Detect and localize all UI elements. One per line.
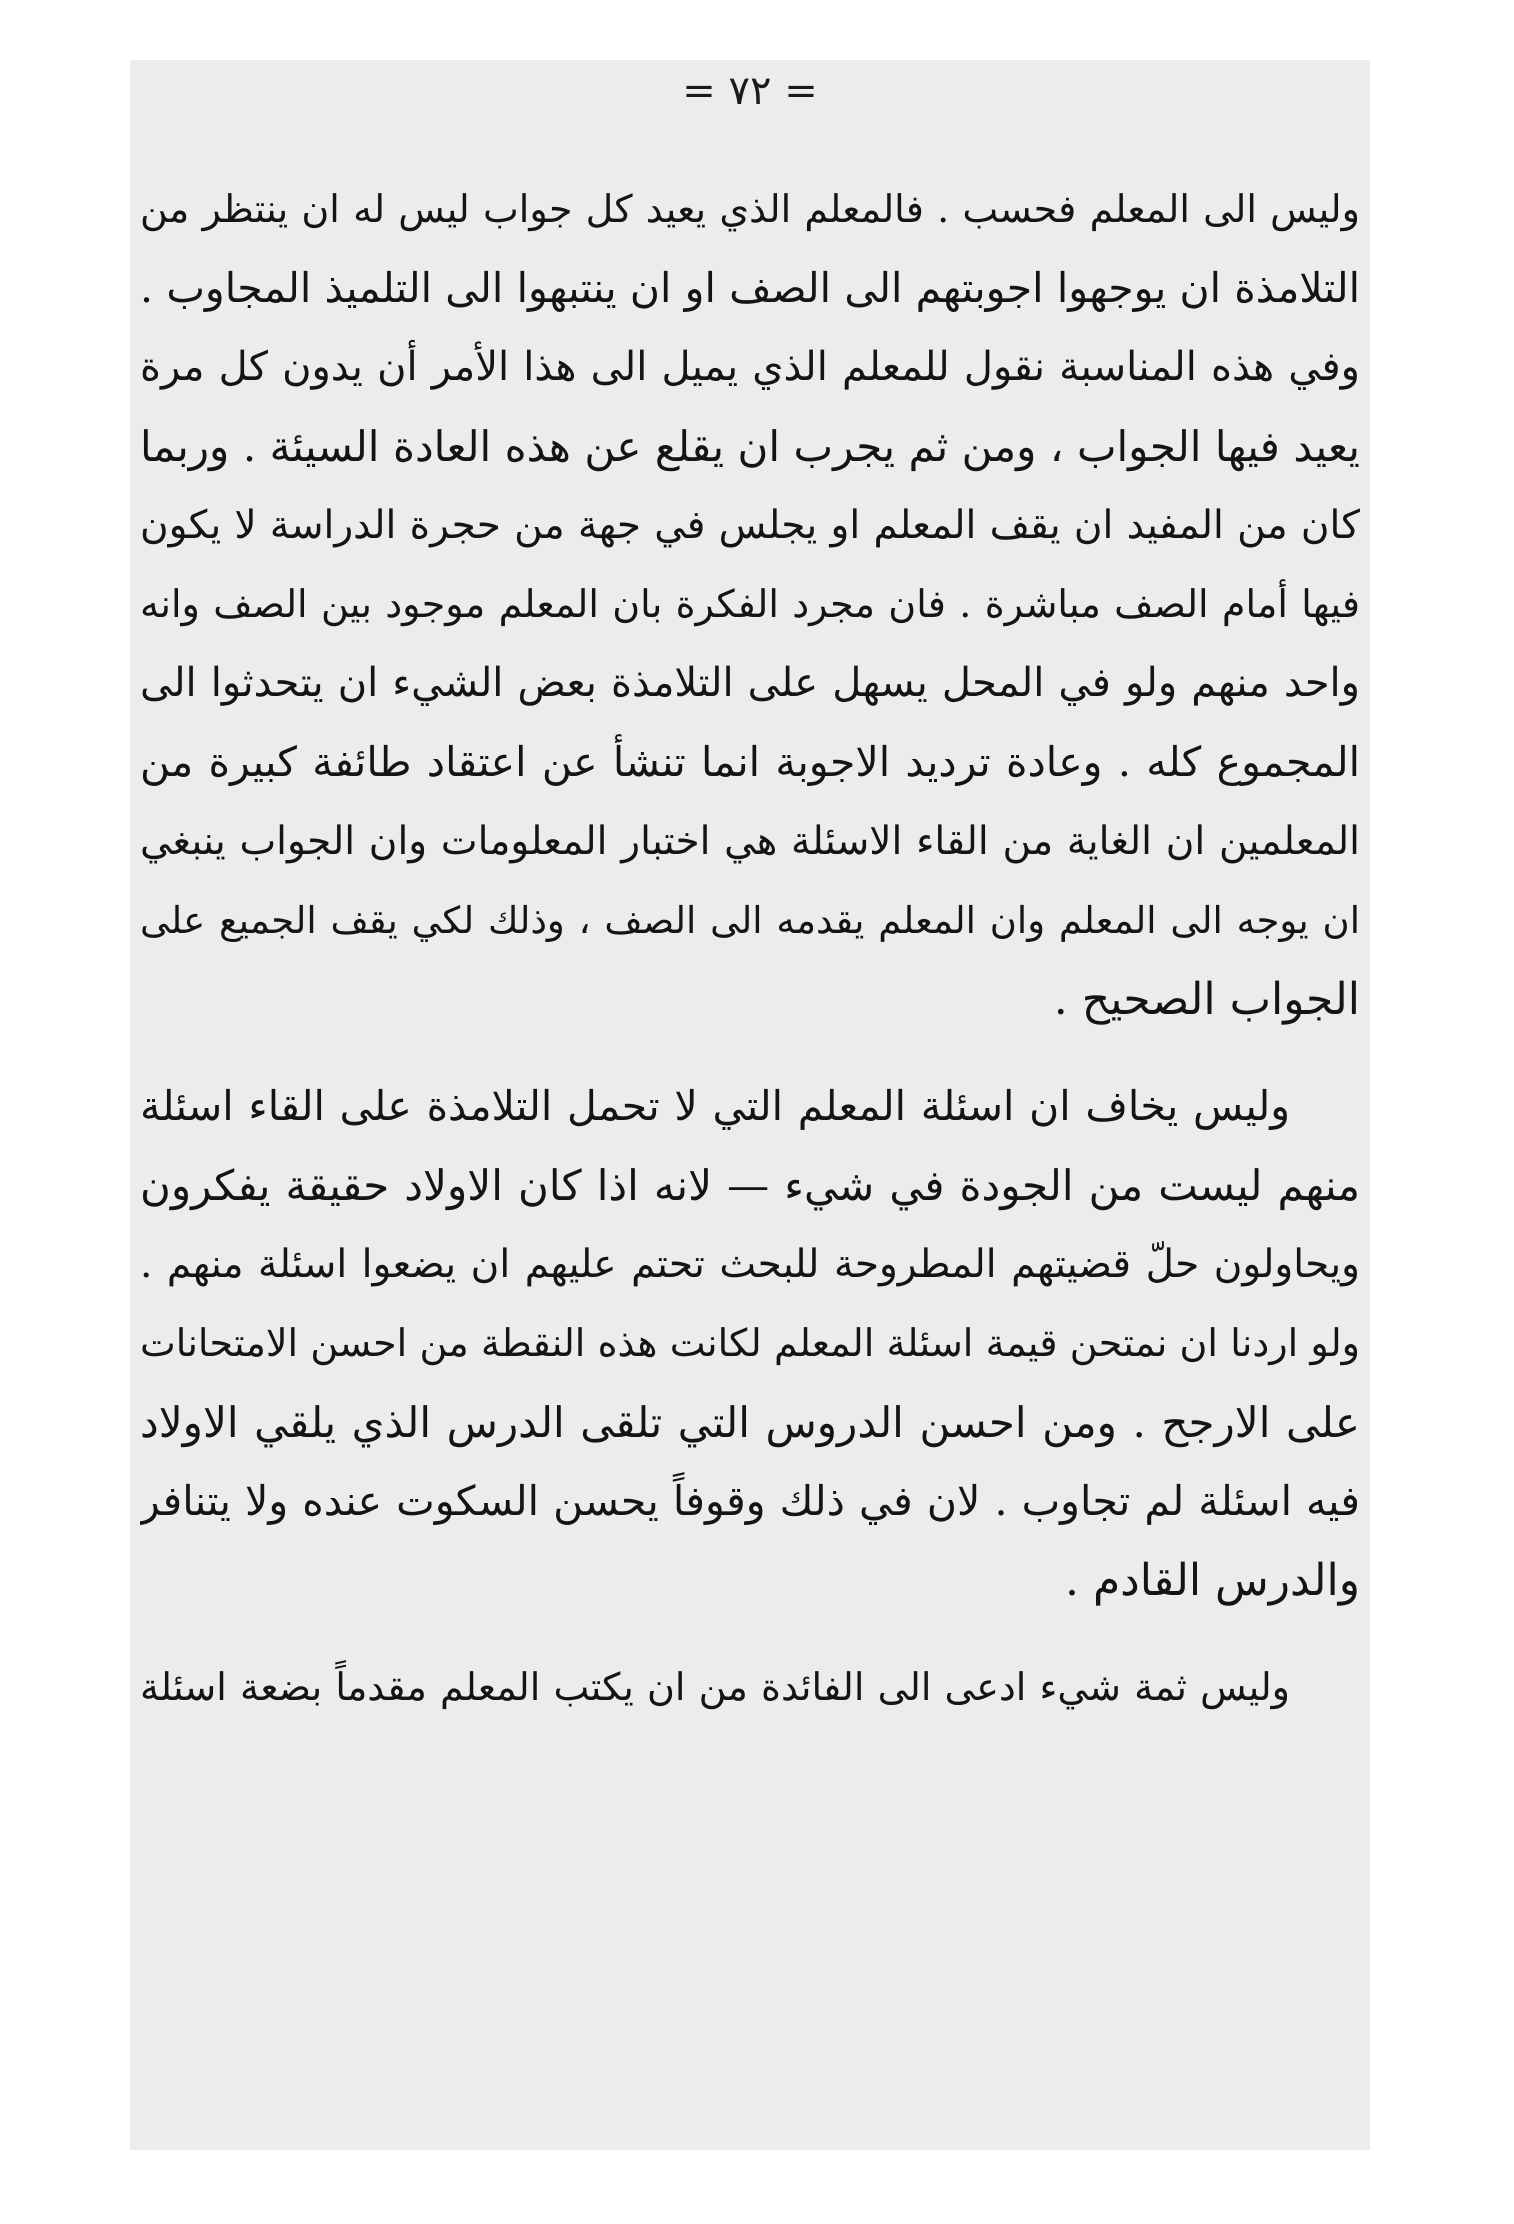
text-line: ولو اردنا ان نمتحن قيمة اسئلة المعلم لكانت هذه النقطة من احسن الامتحانات (140, 1321, 1360, 1365)
text-line: على الارجح . ومن احسن الدروس التي تلقى الدرس الذي يلقي الاولاد (140, 1398, 1360, 1447)
text-line: المعلمين ان الغاية من القاء الاسئلة هي اختبار المعلومات وان الجواب ينبغي (140, 819, 1360, 864)
text-line: فيها أمام الصف مباشرة . فان مجرد الفكرة بان المعلم موجود بين الصف وانه (140, 582, 1360, 626)
text-line: منهم ليست من الجودة في شيء — لانه اذا كان الاولاد حقيقة يفكرون (140, 1161, 1360, 1210)
text-line: المجموع كله . وعادة ترديد الاجوبة انما تنشأ عن اعتقاد طائفة كبيرة من (140, 738, 1360, 786)
text-line: وفي هذه المناسبة نقول للمعلم الذي يميل الى هذا الأمر أن يدون كل مرة (140, 344, 1360, 390)
text-line: والدرس القادم . (1064, 1555, 1360, 1606)
text-line: يعيد فيها الجواب ، ومن ثم يجرب ان يقلع عن هذه العادة السيئة . وربما (140, 422, 1360, 471)
scanned-page (130, 60, 1370, 2150)
text-line: وليس يخاف ان اسئلة المعلم التي لا تحمل التلامذة على القاء اسئلة (140, 1082, 1290, 1130)
text-line: وليس ثمة شيء ادعى الى الفائدة من ان يكتب المعلم مقدماً بضعة اسئلة (140, 1665, 1290, 1709)
text-line: الجواب الصحيح . (1053, 974, 1360, 1025)
text-line: وليس الى المعلم فحسب . فالمعلم الذي يعيد كل جواب ليس له ان ينتظر من (140, 187, 1360, 231)
text-line: كان من المفيد ان يقف المعلم او يجلس في جهة من حجرة الدراسة لا يكون (140, 503, 1360, 548)
paragraph-1 (140, 170, 1360, 1039)
paragraph-3 (140, 1648, 1360, 1727)
text-line: فيه اسئلة لم تجاوب . لان في ذلك وقوفاً يحسن السكوت عنده ولا يتنافر (140, 1477, 1360, 1525)
page-number: = ٧٢ = (682, 68, 818, 114)
text-line: التلامذة ان يوجهوا اجوبتهم الى الصف او ان ينتبهوا الى التلميذ المجاوب . (140, 264, 1360, 312)
paragraph-2 (140, 1067, 1360, 1620)
body-text (140, 170, 1360, 1727)
paragraph-gap (140, 1039, 1360, 1067)
text-line: ويحاولون حلّ قضيتهم المطروحة للبحث تحتم عليهم ان يضعوا اسئلة منهم . (140, 1242, 1360, 1287)
text-line: واحد منهم ولو في المحل يسهل على التلامذة بعض الشيء ان يتحدثوا الى (140, 660, 1360, 706)
paragraph-gap (140, 1620, 1360, 1648)
text-line: ان يوجه الى المعلم وان المعلم يقدمه الى الصف ، وذلك لكي يقف الجميع على (140, 899, 1360, 942)
